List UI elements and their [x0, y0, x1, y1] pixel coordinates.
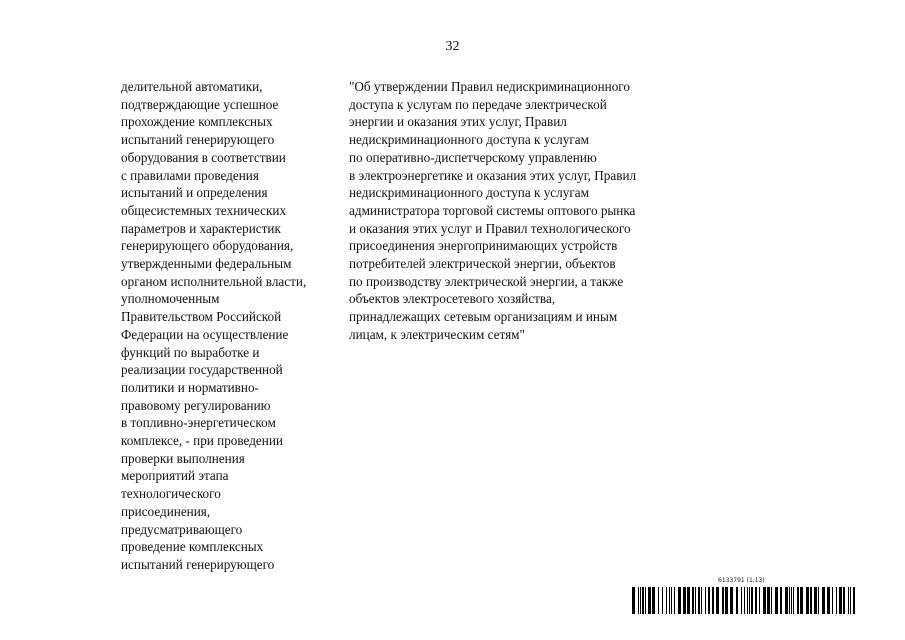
left-column-line: проверки выполнения [121, 450, 245, 466]
left-column-line: реализации государственной [121, 362, 283, 378]
left-column-line: с правилами проведения [121, 167, 259, 183]
right-column-line: недискриминационного доступа к услугам [349, 132, 589, 148]
left-column-line: политики и нормативно- [121, 379, 259, 395]
left-column-line: прохождение комплексных [121, 114, 273, 130]
left-column-line: уполномоченным [121, 291, 220, 307]
left-column-line: в топливно-энергетическом [121, 415, 276, 431]
left-column-line: правовому регулированию [121, 397, 271, 413]
right-column-line: по производству электрической энергии, а также [349, 273, 624, 289]
right-column-line: в электроэнергетике и оказания этих услуг, Правил [349, 167, 637, 183]
left-column-line: Федерации на осуществление [121, 326, 289, 342]
right-column-line: принадлежащих сетевым организациям и иным [349, 309, 618, 325]
right-column-line: "Об утверждении Правил недискриминационного [349, 79, 630, 94]
right-column-line: недискриминационного доступа к услугам [349, 185, 589, 201]
left-column-line: органом исполнительной власти, [121, 273, 307, 289]
left-column-line: присоединения, [121, 503, 211, 519]
left-column-line: испытаний и определения [121, 185, 268, 201]
left-column-line: предусматривающего [121, 521, 243, 537]
right-column-line: энергии и оказания этих услуг, Правил [349, 114, 567, 130]
right-column-line: лицам, к электрическим сетям" [349, 326, 525, 342]
left-column-line: испытаний генерирующего [121, 132, 275, 148]
left-column-line: технологического [121, 486, 221, 502]
left-column-line: проведение комплексных [121, 539, 264, 555]
right-column-line: администратора торговой системы оптового рынка [349, 202, 636, 218]
left-column [121, 78, 306, 574]
page-number: 32 [445, 39, 460, 54]
right-column-line: и оказания этих услуг и Правил технологического [349, 220, 631, 236]
right-column [349, 78, 636, 344]
left-column-line: оборудования в соответствии [121, 149, 286, 165]
barcode-bar [855, 587, 856, 614]
right-column-line: доступа к услугам по передаче электрической [349, 96, 607, 112]
right-column-line: объектов электросетевого хозяйства, [349, 291, 556, 307]
right-column-line: присоединения энергопринимающих устройств [349, 238, 618, 254]
left-column-line: генерирующего оборудования, [121, 238, 294, 254]
right-column-line: по оперативно-диспетчерскому управлению [349, 149, 597, 165]
left-column-line: Правительством Российской [121, 309, 282, 325]
left-column-line: общесистемных технических [121, 202, 287, 218]
left-column-line: делительной автоматики, [121, 79, 263, 94]
barcode-label: 6133791 (1.13) [718, 577, 765, 584]
left-column-line: испытаний генерирующего [121, 556, 275, 572]
left-column-line: утвержденными федеральным [121, 256, 292, 272]
barcode-image [632, 587, 856, 614]
right-column-line: потребителей электрической энергии, объектов [349, 256, 616, 272]
left-column-line: параметров и характеристик [121, 220, 281, 236]
left-column-line: подтверждающие успешное [121, 96, 279, 112]
left-column-line: комплексе, - при проведении [121, 433, 283, 449]
left-column-line: мероприятий этапа [121, 468, 229, 484]
left-column-line: функций по выработке и [121, 344, 260, 360]
